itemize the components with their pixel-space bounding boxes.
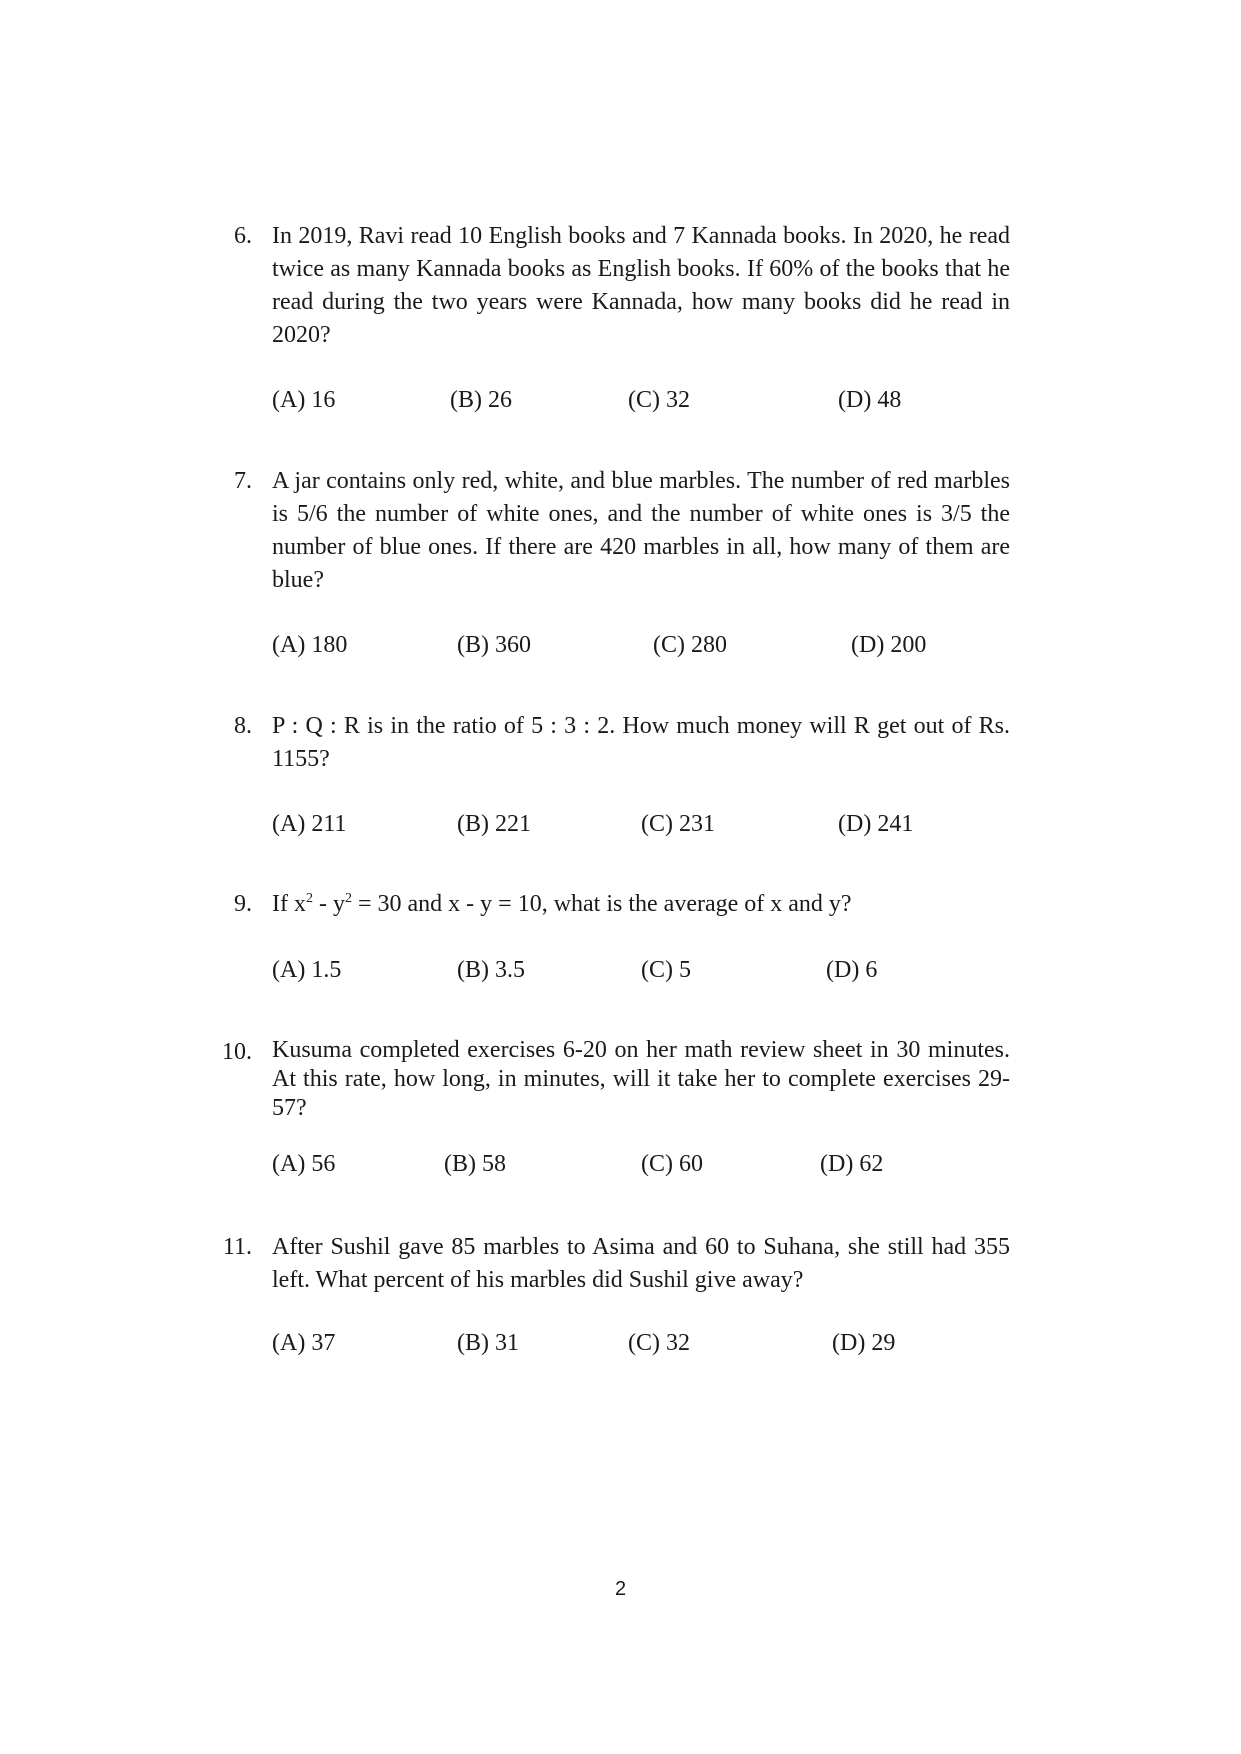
option-c[interactable]: (C) 32 (628, 387, 690, 413)
option-c[interactable]: (C) 32 (628, 1330, 690, 1356)
question-text: After Sushil gave 85 marbles to Asima and 60 to Suhana, she still had 355 left. What percent of his marbles did Sushil give away? (272, 1234, 1010, 1293)
option-a[interactable]: (A) 16 (272, 387, 336, 413)
question-text: In 2019, Ravi read 10 English books and 7 Kannada books. In 2020, he read twice as many Kannada books as English books. If 60% of the books that he read during the two years were Kannada, how many books did he read in 2020? (272, 223, 1010, 348)
option-b[interactable]: (B) 31 (457, 1330, 519, 1356)
option-d[interactable]: (D) 200 (851, 632, 927, 658)
option-d[interactable]: (D) 6 (826, 957, 878, 983)
question-number: 7. (234, 468, 252, 494)
question-number: 11. (222, 1234, 252, 1260)
option-c[interactable]: (C) 60 (641, 1151, 703, 1177)
option-c[interactable]: (C) 231 (641, 811, 715, 837)
question-number: 9. (234, 891, 252, 917)
question-number: 8. (234, 713, 252, 739)
superscript: 2 (344, 891, 352, 906)
option-b[interactable]: (B) 360 (457, 632, 531, 658)
option-c[interactable]: (C) 5 (641, 957, 691, 983)
question-text: If $x^2 - y^2 = 30$ and x - y = 10, what is the average of x and y? (272, 891, 852, 917)
option-d[interactable]: (D) 62 (820, 1151, 884, 1177)
option-a[interactable]: (A) 1.5 (272, 957, 342, 983)
option-c[interactable]: (C) 280 (653, 632, 727, 658)
question-text: P : Q : R is in the ratio of 5 : 3 : 2. How much money will R get out of Rs. 1155? (272, 713, 1010, 772)
question-9-options (0, 954, 1241, 987)
option-d[interactable]: (D) 48 (838, 387, 902, 413)
superscript: 2 (305, 891, 313, 906)
question-number: 10. (222, 1039, 252, 1065)
question-text: Kusuma completed exercises 6-20 on her math review sheet in 30 minutes. At this rate, how long, in minutes, will it take her to complete exercises 29-57? (272, 1037, 1010, 1121)
option-a[interactable]: (A) 211 (272, 811, 347, 837)
option-a[interactable]: (A) 56 (272, 1151, 336, 1177)
option-d[interactable]: (D) 29 (832, 1330, 896, 1356)
question-8-options (0, 808, 1241, 841)
option-b[interactable]: (B) 221 (457, 811, 531, 837)
option-b[interactable]: (B) 26 (450, 387, 512, 413)
page-number: 2 (614, 1578, 627, 1600)
option-a[interactable]: (A) 37 (272, 1330, 336, 1356)
option-b[interactable]: (B) 58 (444, 1151, 506, 1177)
option-d[interactable]: (D) 241 (838, 811, 914, 837)
question-text: A jar contains only red, white, and blue marbles. The number of red marbles is 5/6 the number of white ones, and the number of white ones is 3/5 the number of blue ones. If there are 420 marbles in all, how many of them are blue? (272, 468, 1010, 593)
option-a[interactable]: (A) 180 (272, 632, 348, 658)
question-11-options (0, 1327, 1241, 1360)
question-number: 6. (234, 223, 252, 249)
question-7-options (0, 629, 1241, 662)
question-10-options (0, 1148, 1241, 1181)
option-b[interactable]: (B) 3.5 (457, 957, 525, 983)
question-6-options (0, 384, 1241, 417)
